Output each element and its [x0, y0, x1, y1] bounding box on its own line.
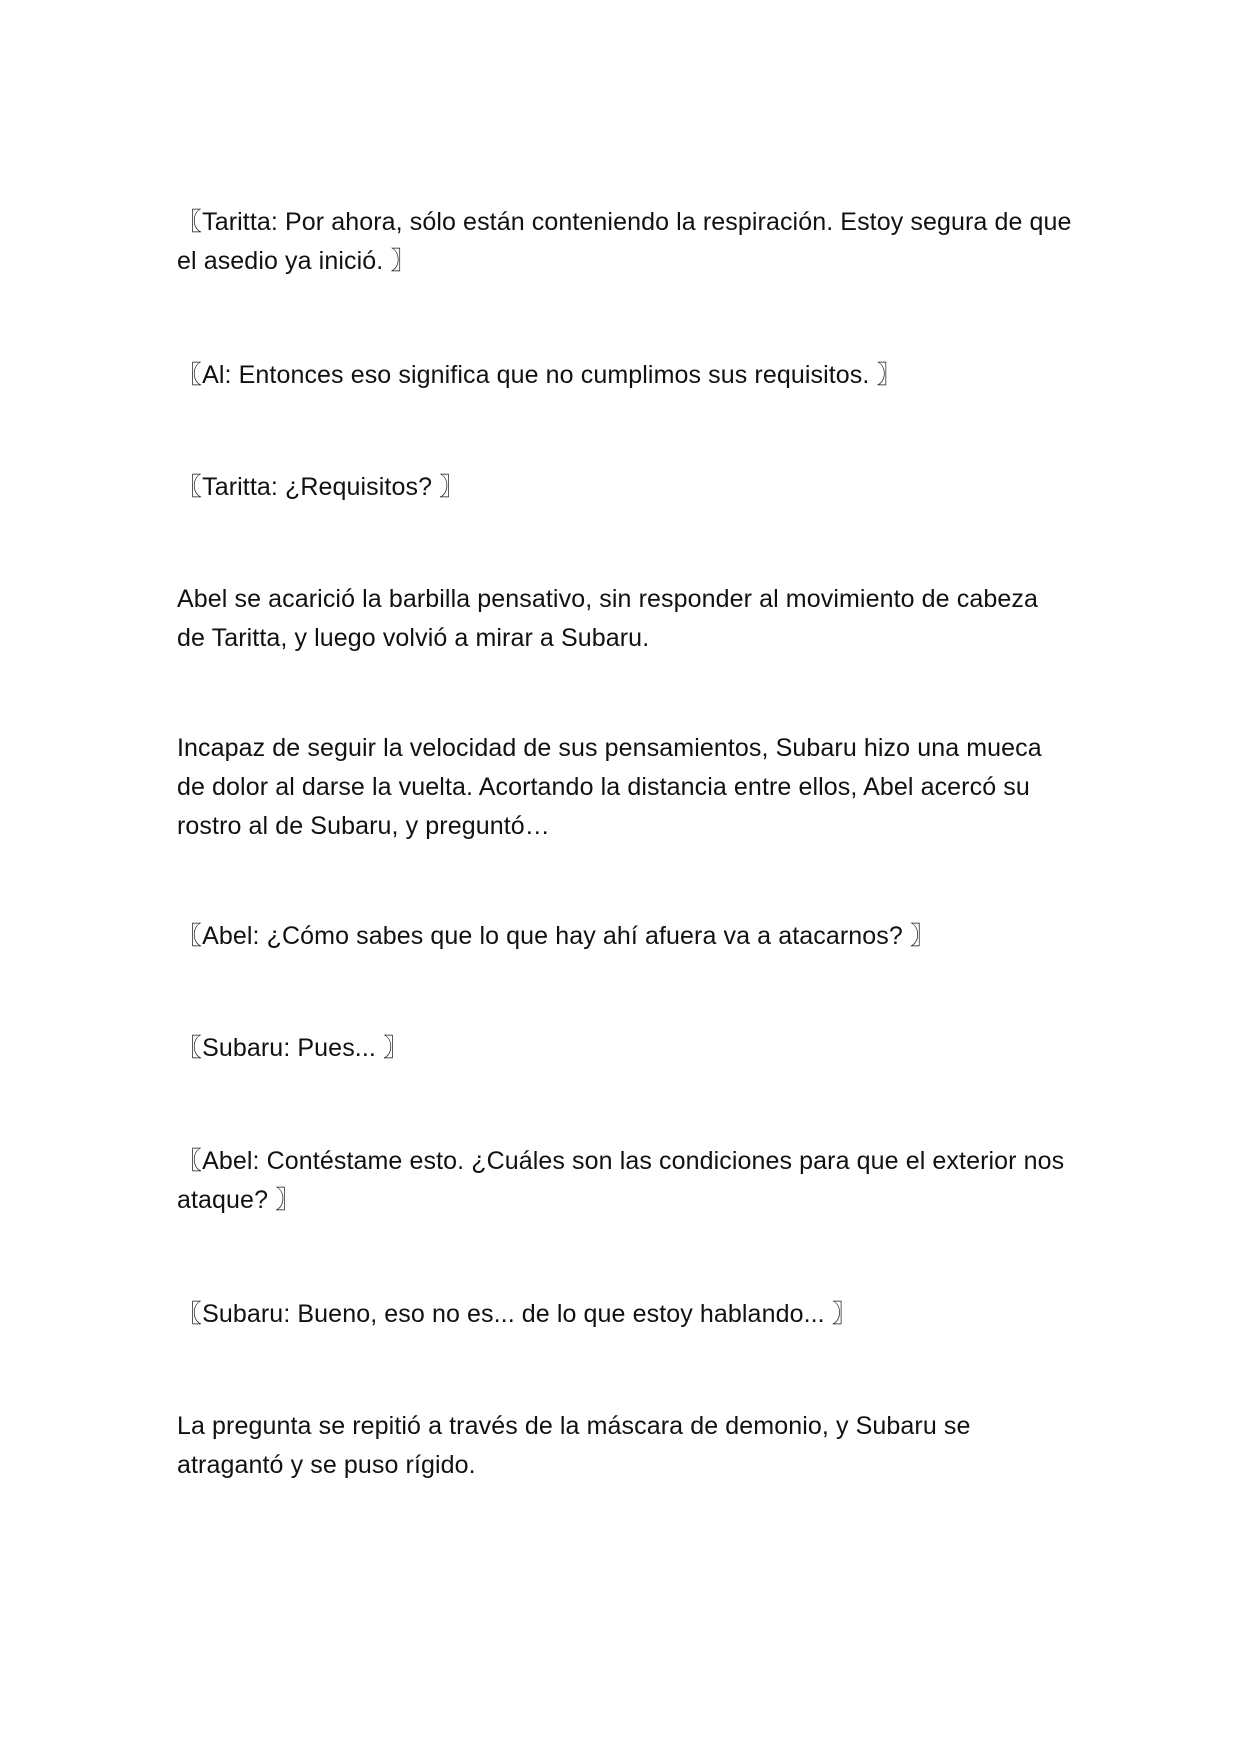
dialogue-abel-2: 〖Abel: Contéstame esto. ¿Cuáles son las condiciones para que el exterior nos ataque? 〗 — [177, 1147, 1065, 1214]
dialogue-taritta-1: 〖Taritta: Por ahora, sólo están conteniendo la respiración. Estoy segura de que el asedio ya inició. 〗 — [177, 208, 1072, 275]
dialogue-abel-1: 〖Abel: ¿Cómo sabes que lo que hay ahí afuera va a atacarnos? 〗 — [177, 922, 936, 950]
dialogue-subaru-1: 〖Subaru: Pues... 〗 — [177, 1034, 409, 1062]
dialogue-al: 〖Al: Entonces eso significa que no cumplimos sus requisitos. 〗 — [177, 361, 902, 389]
narration-paragraph-2: Incapaz de seguir la velocidad de sus pensamientos, Subaru hizo una mueca de dolor al darse la vuelta. Acortando la distancia entre ellos, Abel acercó su rostro al de Subaru, y preguntó… — [177, 734, 1042, 840]
narration-paragraph-1: Abel se acarició la barbilla pensativo, sin responder al movimiento de cabeza de Taritta, y luego volvió a mirar a Subaru. — [177, 585, 1038, 652]
narration-paragraph-3: La pregunta se repitió a través de la máscara de demonio, y Subaru se atragantó y se puso rígido. — [177, 1412, 971, 1479]
dialogue-subaru-2: 〖Subaru: Bueno, eso no es... de lo que estoy hablando... 〗 — [177, 1300, 857, 1328]
dialogue-taritta-2: 〖Taritta: ¿Requisitos? 〗 — [177, 473, 465, 501]
